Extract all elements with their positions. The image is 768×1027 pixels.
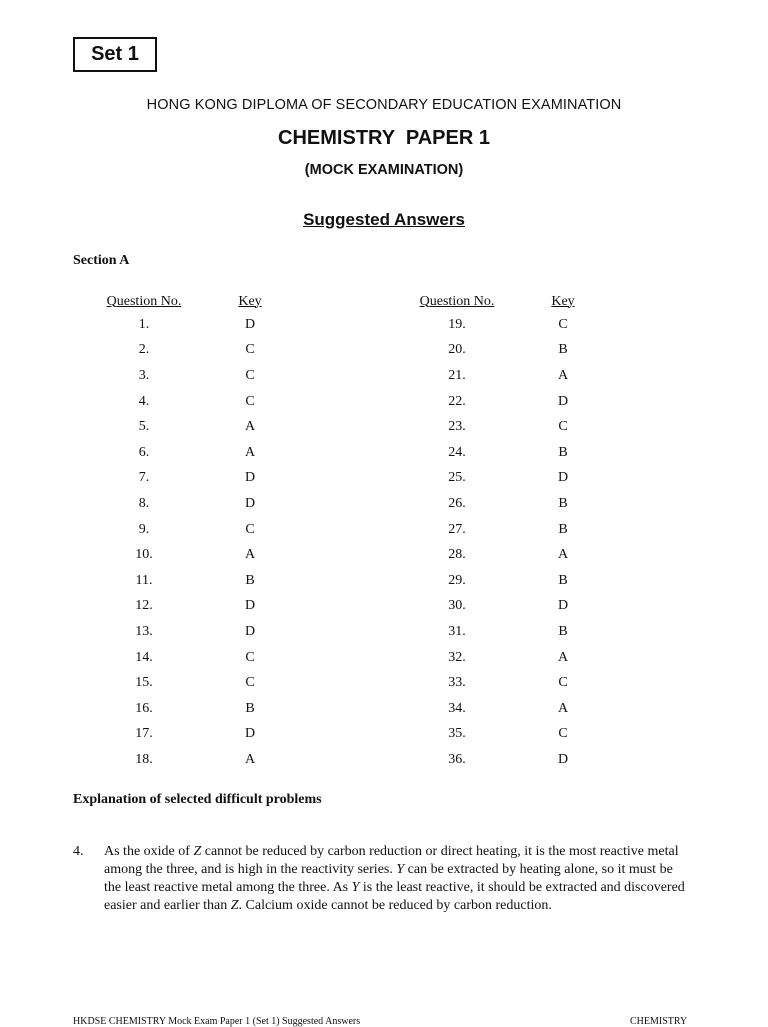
answer-key: A [557,367,569,383]
answer-row [90,594,294,620]
question-number: 10. [135,547,153,563]
question-number: 20. [448,342,466,358]
set-label-box [73,37,157,72]
explanation-text: is the least reactive, it should be extracted and discovered easier and earlier than [104,880,685,913]
answer-row [90,389,294,415]
answer-key: B [245,572,255,588]
question-number: 22. [448,393,466,409]
answer-key: B [558,342,568,358]
question-number: 11. [135,572,153,588]
answer-row [90,414,294,440]
answer-row [403,696,607,722]
answer-key: D [244,598,256,614]
key-header: Key [238,293,262,309]
problem-explanation [73,843,693,915]
question-number: 3. [138,367,150,383]
answer-row [90,312,294,338]
answer-key: C [245,675,255,691]
answer-table-left [90,291,294,773]
answer-key: A [557,649,569,665]
question-number: 8. [138,495,150,511]
question-number: 34. [448,700,466,716]
exam-type: (MOCK EXAMINATION) [304,162,464,178]
answer-key: B [558,521,568,537]
question-no-header: Question No. [106,293,182,309]
answer-key: D [557,470,569,486]
question-number: 27. [448,521,466,537]
answer-row [90,568,294,594]
answer-row [403,542,607,568]
question-number: 23. [448,419,466,435]
answer-table-right [403,291,607,773]
answer-key: B [558,495,568,511]
answer-key: C [245,521,255,537]
answer-key: D [244,726,256,742]
answer-key: A [244,751,256,767]
answer-row [403,619,607,645]
metal-symbol: Y [396,862,405,877]
answer-row [403,389,607,415]
answer-row [90,466,294,492]
table-header [90,291,294,312]
answer-key: D [244,316,256,332]
question-number: 4. [138,393,150,409]
answer-row [90,747,294,773]
answer-key: D [557,598,569,614]
question-number: 30. [448,598,466,614]
answer-row [90,696,294,722]
question-number: 32. [448,649,466,665]
answer-row [403,491,607,517]
metal-symbol: Y [351,880,360,895]
question-number: 6. [138,444,150,460]
answer-row [90,670,294,696]
question-number: 14. [135,649,153,665]
answer-row [90,338,294,364]
answer-key: B [558,623,568,639]
section-a-heading: Section A [73,253,130,268]
question-number: 29. [448,572,466,588]
answer-row [403,747,607,773]
exam-name: HONG KONG DIPLOMA OF SECONDARY EDUCATION EXAMINATION [146,97,622,113]
question-number: 2. [138,342,150,358]
question-number: 24. [448,444,466,460]
answer-row [90,363,294,389]
answer-row [90,645,294,671]
answer-key: D [244,470,256,486]
answer-key: D [557,393,569,409]
answer-row [403,594,607,620]
table-header [403,291,607,312]
explanation-text: cannot be reduced by carbon reduction or direct heating, it is the most reactive metal among the three, and is high in the reactivity series. [104,844,679,877]
answer-key: C [245,367,255,383]
metal-symbol: Z [193,844,202,859]
document-title: Suggested Answers [303,210,465,229]
problem-text [104,843,693,915]
answer-key: D [557,751,569,767]
answer-key: C [558,316,568,332]
answer-key: D [244,623,256,639]
answer-key: C [245,393,255,409]
answer-key: B [558,572,568,588]
question-number: 25. [448,470,466,486]
question-number: 15. [135,675,153,691]
answer-row [90,517,294,543]
question-number: 26. [448,495,466,511]
question-number: 21. [448,367,466,383]
question-number: 12. [135,598,153,614]
answer-row [90,619,294,645]
question-number: 16. [135,700,153,716]
question-no-header: Question No. [419,293,495,309]
question-number: 31. [448,623,466,639]
answer-key: C [558,726,568,742]
footer-right: CHEMISTRY [630,1016,688,1027]
answer-row [403,312,607,338]
question-number: 9. [138,521,150,537]
question-number: 36. [448,751,466,767]
answer-key: B [245,700,255,716]
question-number: 13. [135,623,153,639]
answer-row [90,491,294,517]
explanation-text: As the oxide of [104,844,194,859]
paper-title: CHEMISTRY PAPER 1 [278,127,490,149]
answer-row [403,517,607,543]
question-number: 7. [138,470,150,486]
explanation-heading: Explanation of selected difficult problems [73,792,322,807]
question-number: 19. [448,316,466,332]
answer-key: C [558,675,568,691]
question-number: 17. [135,726,153,742]
answer-row [403,363,607,389]
answer-row [403,414,607,440]
problem-number: 4. [73,844,84,859]
answer-row [403,466,607,492]
answer-key: D [244,495,256,511]
metal-symbol: Z [230,898,239,913]
answer-row [90,542,294,568]
key-header: Key [551,293,575,309]
answer-key: A [244,547,256,563]
question-number: 35. [448,726,466,742]
answer-row [403,645,607,671]
question-number: 28. [448,547,466,563]
set-label: Set 1 [91,43,139,65]
answer-key: A [557,700,569,716]
answer-row [90,440,294,466]
answer-key: A [244,419,256,435]
question-number: 5. [138,419,150,435]
question-number: 18. [135,751,153,767]
answer-key: A [244,444,256,460]
explanation-text: can be extracted by heating alone, so it must be the least reactive metal among the three. As [104,862,673,895]
footer-left: HKDSE CHEMISTRY Mock Exam Paper 1 (Set 1) Suggested Answers [73,1016,361,1027]
answer-row [403,440,607,466]
explanation-text: . Calcium oxide cannot be reduced by carbon reduction. [238,898,552,913]
question-number: 1. [138,316,150,332]
answer-row [403,568,607,594]
answer-row [90,722,294,748]
answer-key: B [558,444,568,460]
question-number: 33. [448,675,466,691]
answer-key: A [557,547,569,563]
answer-row [403,670,607,696]
answer-key: C [558,419,568,435]
answer-key: C [245,342,255,358]
answer-row [403,722,607,748]
answer-key: C [245,649,255,665]
answer-row [403,338,607,364]
